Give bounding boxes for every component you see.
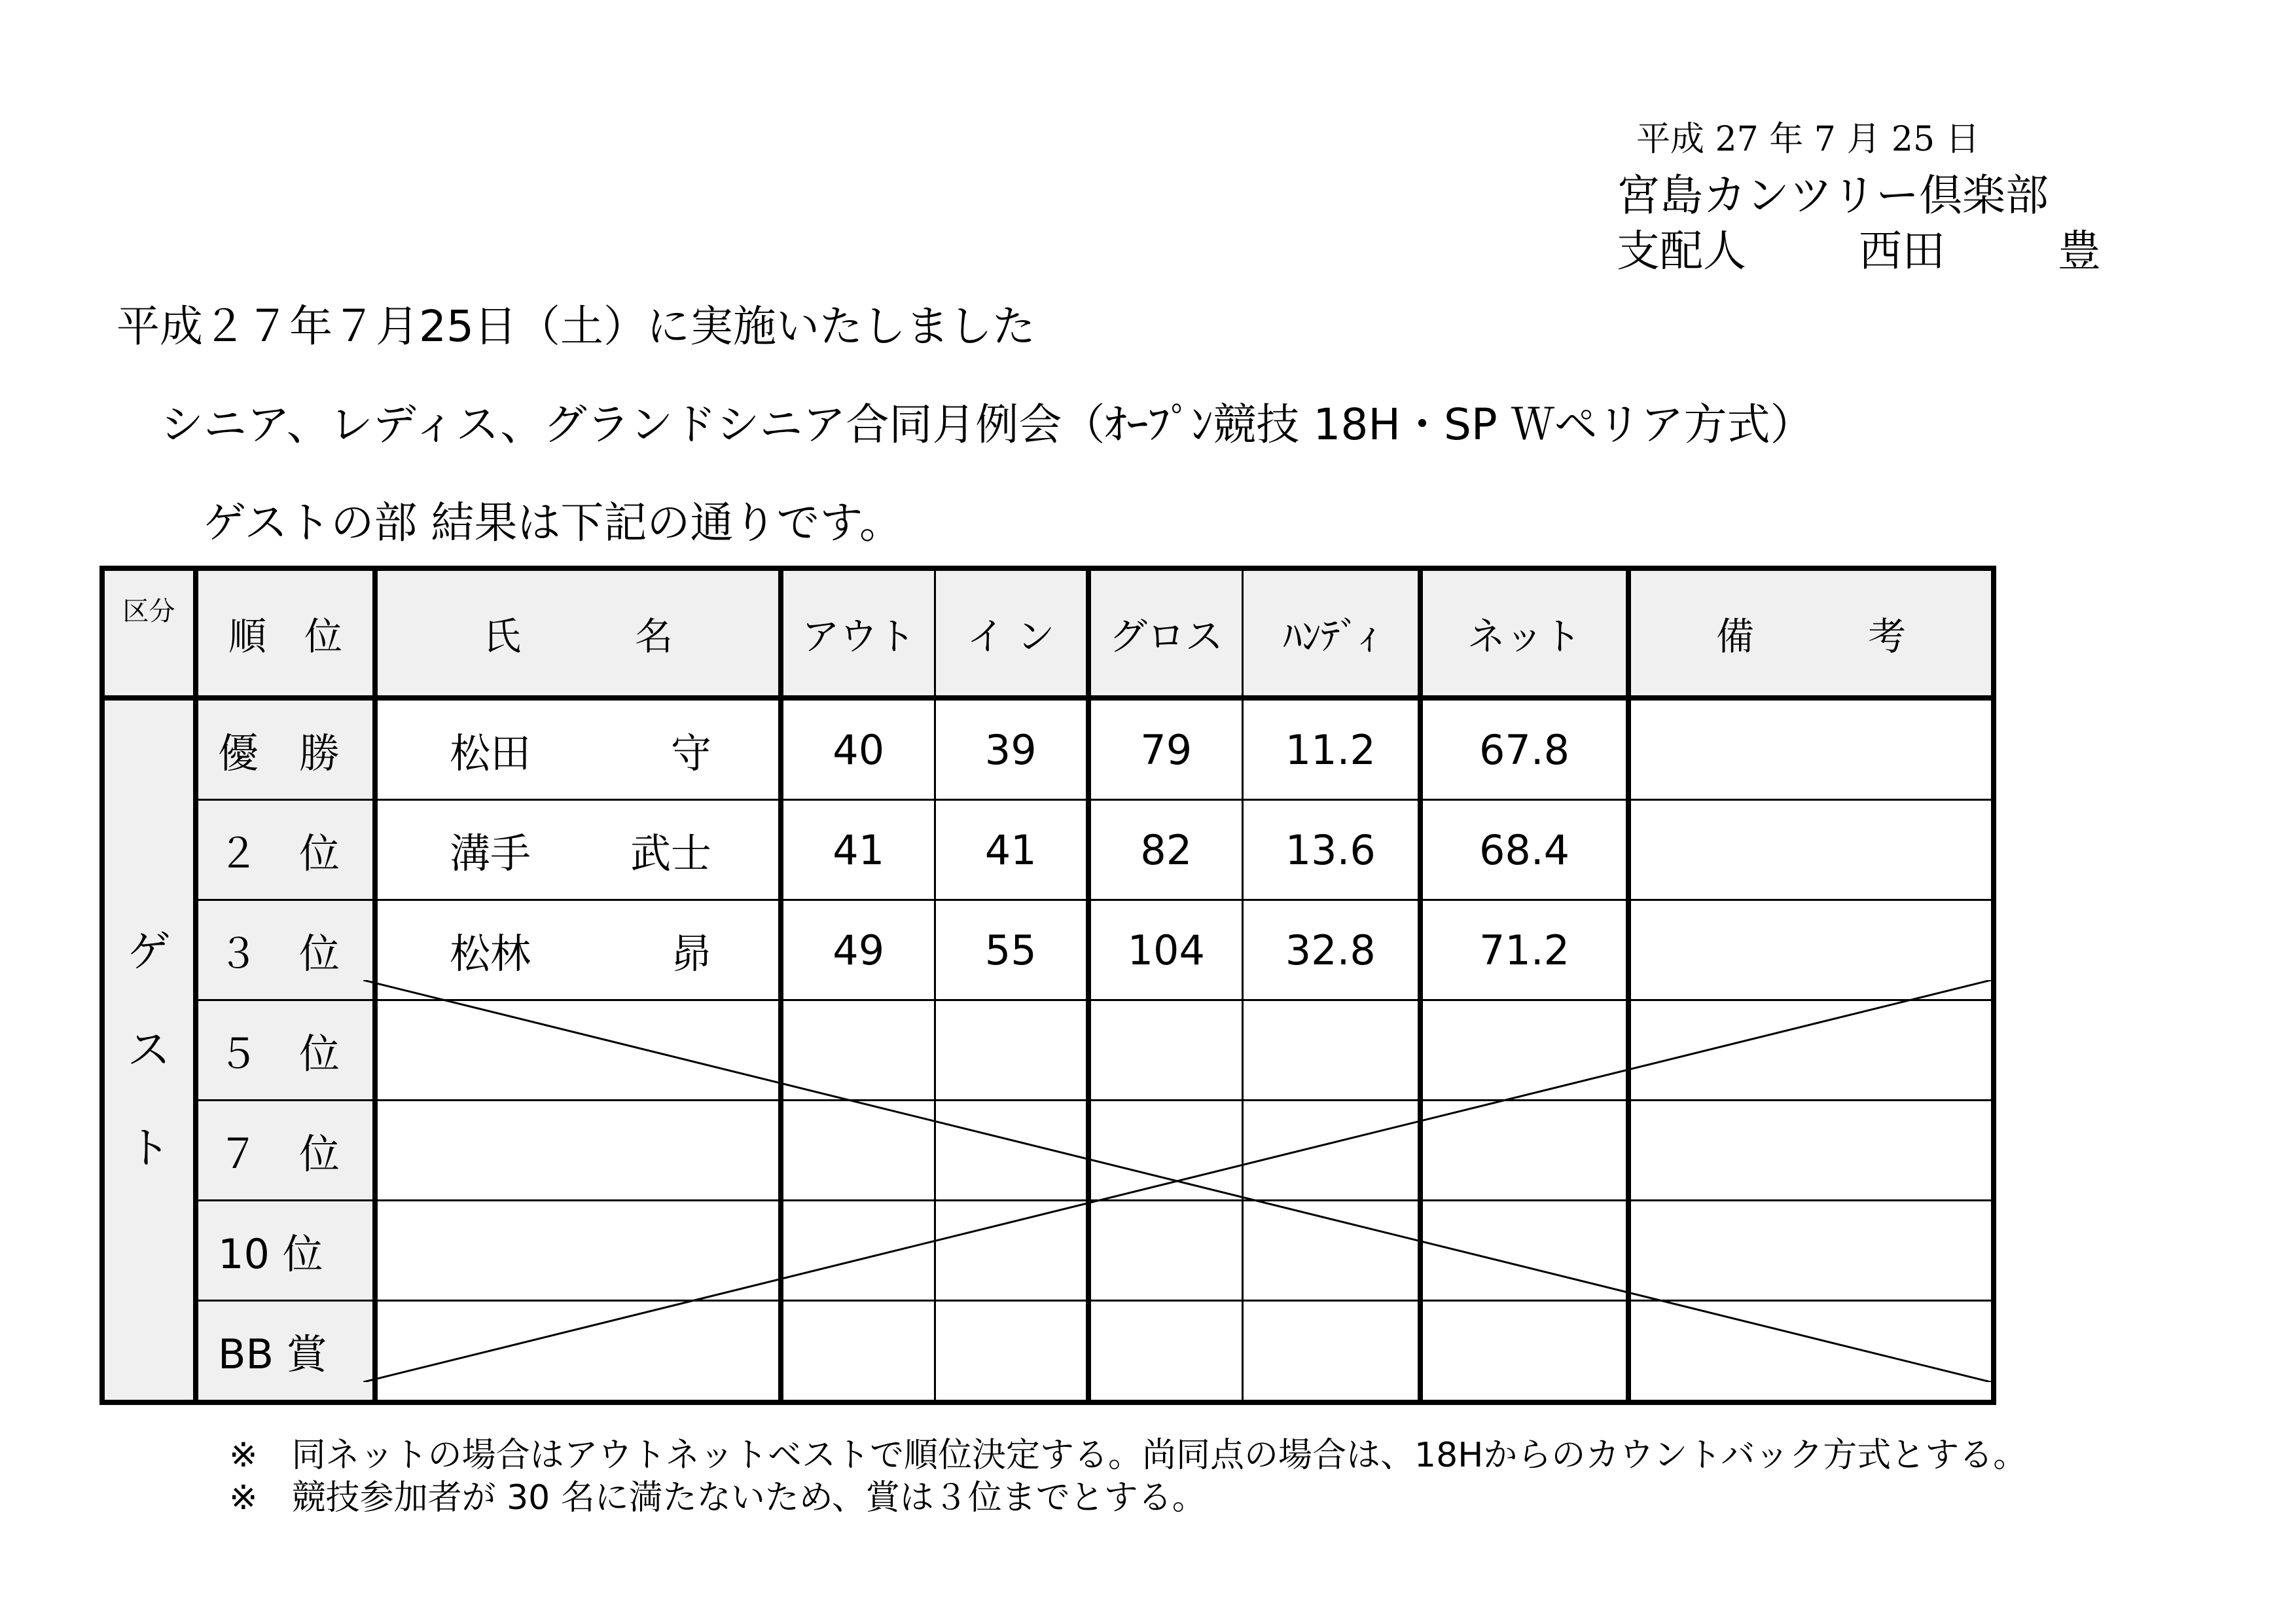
category-char: ス [127,1025,171,1075]
remarks-cell [1628,900,1994,1000]
category-char: ト [127,1123,171,1173]
out-cell [781,1000,935,1101]
category-char: ゲ [127,926,171,977]
header-rank: 順 位 [196,568,375,698]
name-cell [375,1101,781,1201]
club-name: 宮島カンツリー倶楽部 [1617,170,2049,221]
out-cell [781,1101,935,1201]
rank-cell: 優 勝 [196,698,375,800]
surname: 溝手 [450,829,531,877]
net-cell [1420,1201,1628,1301]
out-cell: 49 [781,900,935,1000]
gross-cell [1088,1201,1242,1301]
net-cell [1420,1101,1628,1201]
name-cell [375,698,781,800]
header-name: 氏 名 [375,568,781,698]
handicap-cell [1242,1000,1420,1101]
name-cell [375,800,781,900]
net-cell [1420,1000,1628,1101]
rank-cell: BB 賞 [196,1301,375,1403]
out-cell [781,1201,935,1301]
name-cell [375,1201,781,1301]
table-row [102,1000,1994,1101]
net-cell: 67.8 [1420,698,1628,800]
net-cell: 68.4 [1420,800,1628,900]
gross-cell [1088,1301,1242,1403]
intro-line-2: シニア、レディス、グランドシニア合同月例会（ｵｰﾌﾟﾝ競技 18H・SP Ｗペリア方式） [160,399,1814,450]
gross-cell [1088,1101,1242,1201]
surname: 松田 [450,729,531,777]
header-remarks: 備 考 [1628,568,1994,698]
handicap-cell: 32.8 [1242,900,1420,1000]
results-table-wrap [99,566,1991,1382]
handicap-cell [1242,1101,1420,1201]
issue-date: 平成 27 年 7 月 25 日 [1636,120,1980,159]
out-cell: 41 [781,800,935,900]
gross-cell [1088,1000,1242,1101]
header-row [102,568,1994,698]
manager-surname: 西田 [1858,226,1945,276]
rank-cell: ２ 位 [196,800,375,900]
out-cell: 40 [781,698,935,800]
surname: 松林 [450,929,531,977]
footnote-2: ※ 競技参加者が 30 名に満たないため、賞は３位までとする。 [229,1478,1206,1518]
in-cell: 41 [935,800,1088,900]
handicap-cell: 11.2 [1242,698,1420,800]
header-kubun: 区分 [102,568,196,698]
name-cell [375,900,781,1000]
in-cell [935,1301,1088,1403]
results-table [99,566,1996,1405]
table-row [102,1201,1994,1301]
table-row [102,800,1994,900]
in-cell [935,1000,1088,1101]
gross-cell: 79 [1088,698,1242,800]
header-gross: グロス [1088,568,1242,698]
remarks-cell [1628,800,1994,900]
gross-cell: 104 [1088,900,1242,1000]
gross-cell: 82 [1088,800,1242,900]
name-cell [375,1301,781,1403]
header-net: ネット [1420,568,1628,698]
given-name: 守 [670,729,711,777]
remarks-cell [1628,1000,1994,1101]
handicap-cell: 13.6 [1242,800,1420,900]
net-cell: 71.2 [1420,900,1628,1000]
header-out: アウト [781,568,935,698]
handicap-cell [1242,1301,1420,1403]
table-row [102,1101,1994,1201]
remarks-cell [1628,698,1994,800]
given-name: 武士 [630,829,711,877]
remarks-cell [1628,1201,1994,1301]
table-row [102,1301,1994,1403]
table-row [102,900,1994,1000]
net-cell [1420,1301,1628,1403]
in-cell: 39 [935,698,1088,800]
rank-cell: ５ 位 [196,1000,375,1101]
rank-cell: 10 位 [196,1201,375,1301]
in-cell [935,1201,1088,1301]
rank-cell: ７ 位 [196,1101,375,1201]
name-cell [375,1000,781,1101]
manager-given: 豊 [2057,226,2101,276]
in-cell [935,1101,1088,1201]
header-in: イ ン [935,568,1088,698]
out-cell [781,1301,935,1403]
given-name: 昴 [670,929,711,977]
remarks-cell [1628,1101,1994,1201]
category-guest [102,698,196,1402]
manager-line [1617,216,2101,278]
manager-title: 支配人 [1617,226,1746,276]
intro-line-3: ゲストの部 結果は下記の通りです。 [203,498,903,548]
footnote-1: ※ 同ネットの場合はアウトネットベストで順位決定する。尚同点の場合は、18Hからのカウントバック方式とする。 [229,1436,2028,1475]
rank-cell: ３ 位 [196,900,375,1000]
handicap-cell [1242,1201,1420,1301]
in-cell: 55 [935,900,1088,1000]
remarks-cell [1628,1301,1994,1403]
header-handicap: ﾊﾝﾃﾞｨ [1242,568,1420,698]
intro-line-1: 平成２７年７月25日（土）に実施いたしました [117,301,1035,352]
table-row [102,698,1994,800]
